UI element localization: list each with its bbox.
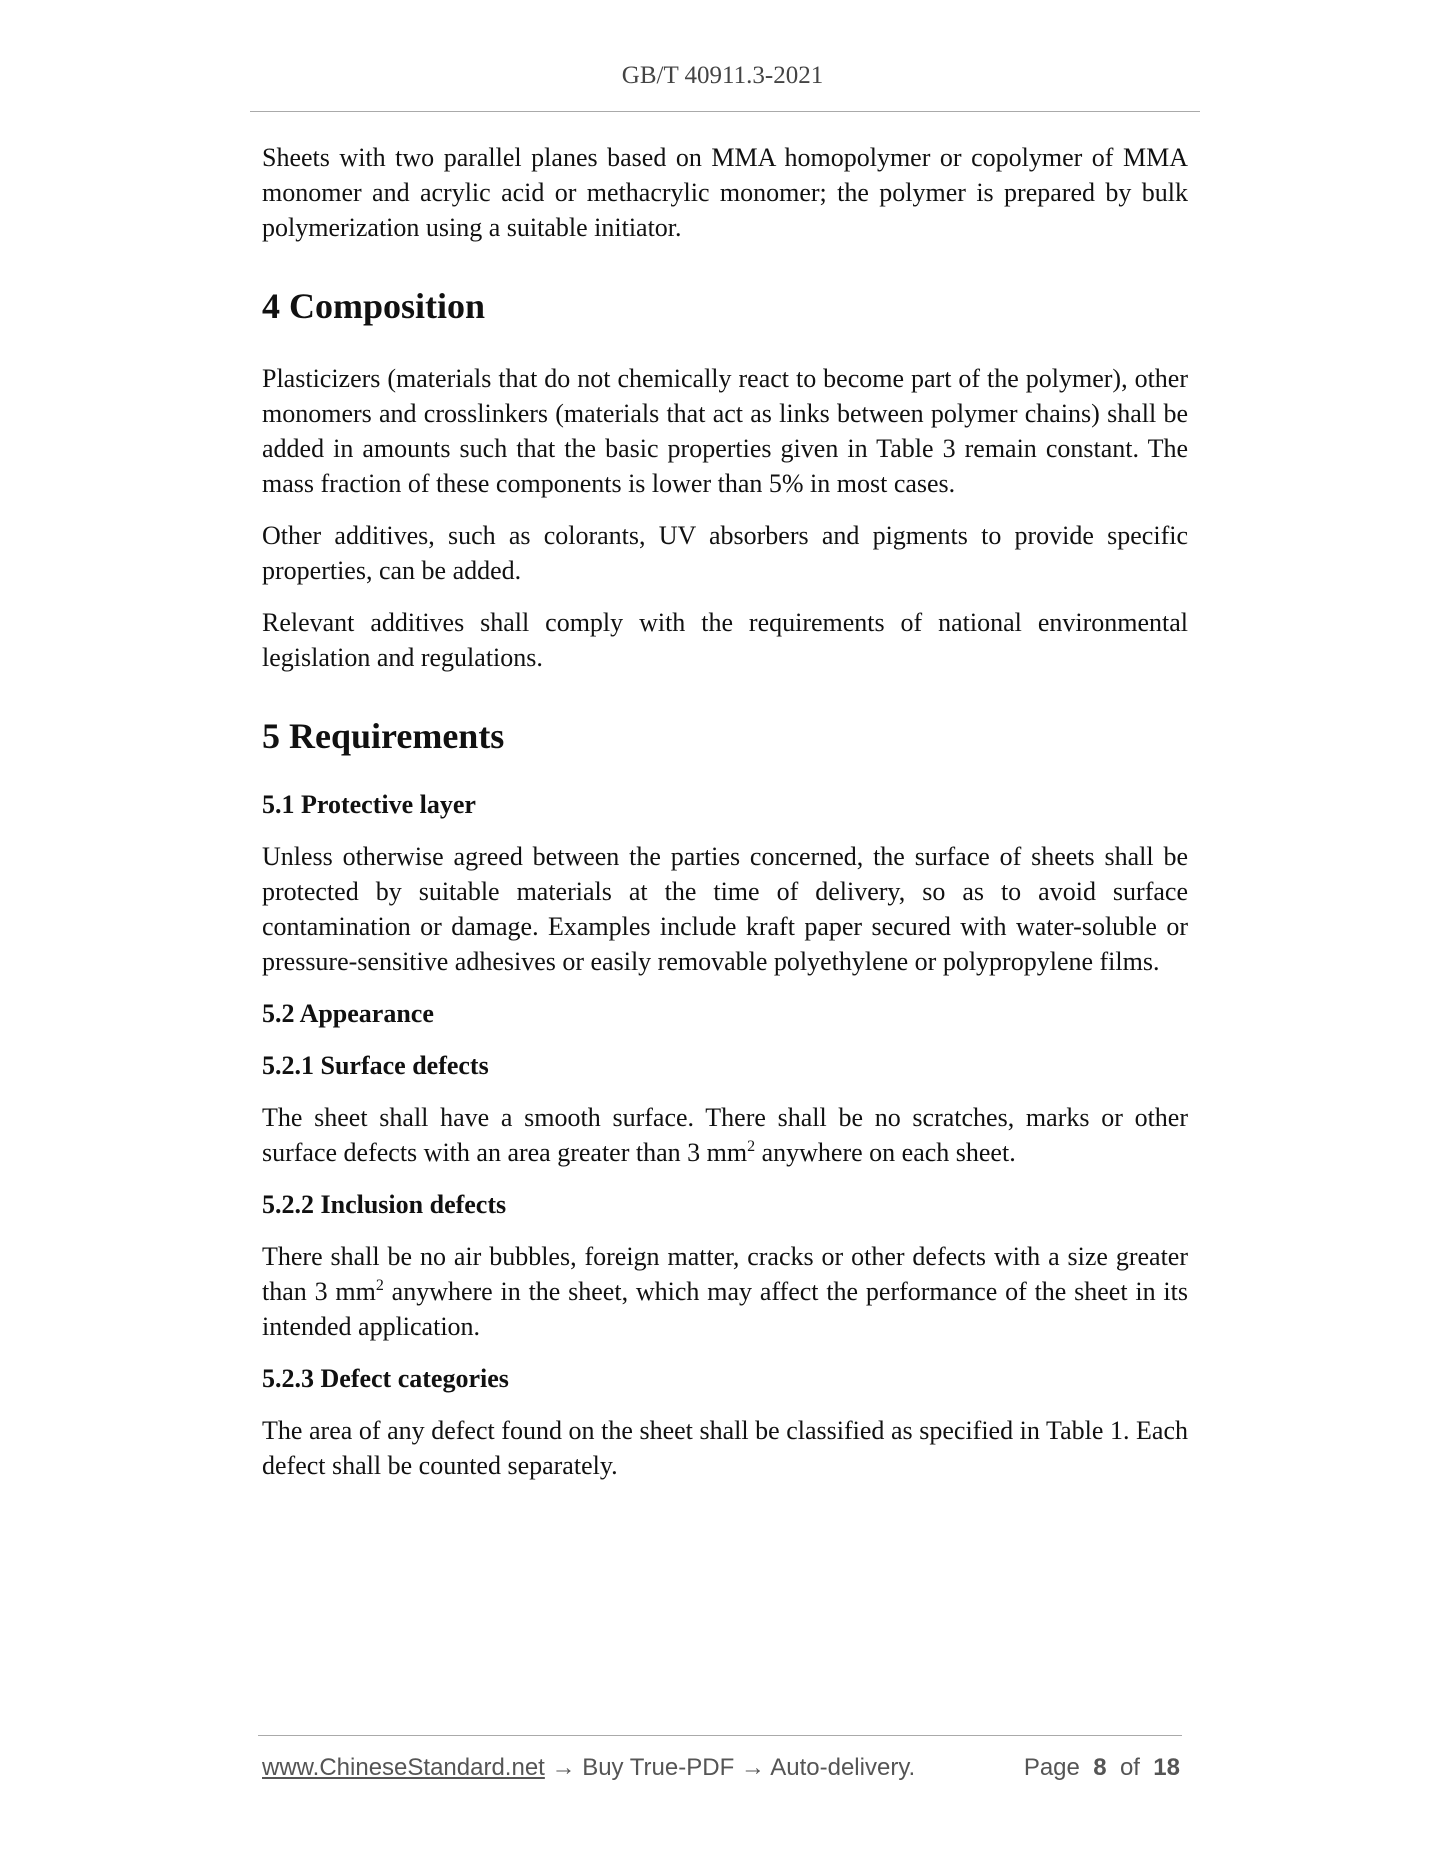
section-5-2-1-text-after: anywhere on each sheet. (755, 1138, 1016, 1167)
section-5-heading: 5 Requirements (262, 716, 505, 756)
of-label: of (1119, 1754, 1140, 1781)
section-5-2-3-paragraph: The area of any defect found on the sheet shall be classified as specified in Table 1. Each defect shall be counted separately. (262, 1416, 1188, 1480)
intro-paragraph: Sheets with two parallel planes based on MMA homopolymer or copolymer of MMA monomer and acrylic acid or methacrylic monomer; the polymer is prepared by bulk polymerization using a suitable initiator. (262, 143, 1188, 242)
section-4-paragraph-1: Plasticizers (materials that do not chemically react to become part of the polymer), other monomers and crosslinkers (materials that act as links between polymer chains) shall be added in amounts such that the basic properties given in Table 3 remain constant. The mass fraction of these components is lower than 5% in most cases. (262, 364, 1188, 498)
superscript-two: 2 (375, 1277, 384, 1294)
section-5-2-2-text-after: anywhere in the sheet, which may affect the performance of the sheet in its intended application. (262, 1277, 1188, 1341)
section-5-1-heading: 5.1 Protective layer (262, 790, 476, 819)
current-page-number: 8 (1093, 1754, 1107, 1781)
total-page-count: 18 (1153, 1754, 1180, 1781)
section-5-2-1-text-before: The sheet shall have a smooth surface. There shall be no scratches, marks or other surface defects with an area greater than 3 mm (262, 1103, 1188, 1167)
section-5-2-2-heading: 5.2.2 Inclusion defects (262, 1190, 507, 1219)
section-5-2-2-paragraph (262, 1239, 1188, 1344)
buy-true-pdf-text: Buy True-PDF (582, 1754, 735, 1781)
section-5-2-2-text-before: There shall be no air bubbles, foreign matter, cracks or other defects with a size greater than 3 mm (262, 1242, 1188, 1306)
arrow-right-icon: → (734, 1754, 771, 1781)
section-5-2-3-heading: 5.2.3 Defect categories (262, 1364, 509, 1393)
header-divider (250, 111, 1200, 112)
auto-delivery-text: Auto-delivery. (770, 1754, 916, 1781)
document-id-header: GB/T 40911.3-2021 (621, 62, 824, 89)
section-5-2-heading: 5.2 Appearance (262, 999, 434, 1028)
section-4-paragraph-2: Other additives, such as colorants, UV absorbers and pigments to provide specific properties, can be added. (262, 521, 1188, 585)
page-number-indicator (1024, 1752, 1180, 1784)
footer-divider (258, 1735, 1182, 1736)
section-4-paragraph-3: Relevant additives shall comply with the requirements of national environmental legislation and regulations. (262, 608, 1188, 672)
page-label: Page (1023, 1754, 1080, 1781)
footer-promo (262, 1752, 915, 1784)
page-content (262, 140, 1188, 1483)
website-link[interactable]: www.ChineseStandard.net (262, 1754, 545, 1781)
section-5-1-paragraph: Unless otherwise agreed between the parties concerned, the surface of sheets shall be protected by suitable materials at the time of delivery, so as to avoid surface contamination or damage. Examples include kraft paper secured with water-soluble or pressure-sensitive adhesives or easily removable polyethylene or polypropylene films. (262, 842, 1188, 976)
section-4-heading: 4 Composition (262, 286, 486, 326)
superscript-two: 2 (747, 1138, 756, 1155)
section-5-2-1-heading: 5.2.1 Surface defects (262, 1051, 489, 1080)
arrow-right-icon: → (544, 1754, 583, 1781)
section-5-2-1-paragraph (262, 1100, 1188, 1170)
